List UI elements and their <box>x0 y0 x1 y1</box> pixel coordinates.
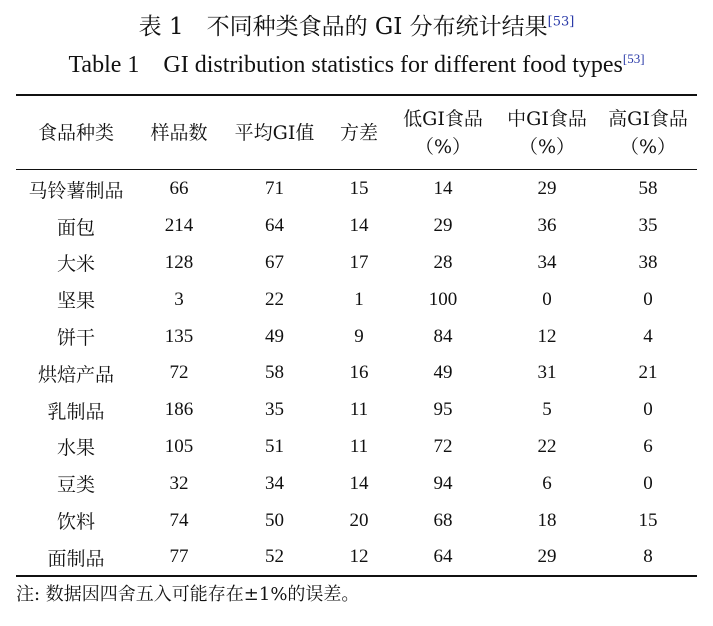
column-header-unit: （%） <box>518 135 576 158</box>
value-cell: 186 <box>164 399 194 421</box>
value-cell: 67 <box>265 251 284 273</box>
value-cell: 22 <box>265 288 284 310</box>
column-header-label: 方差 <box>339 121 378 144</box>
column-header-label: 高GI食品 <box>608 107 688 130</box>
column-header <box>391 96 495 169</box>
food-category-cell: 乳制品 <box>47 400 105 423</box>
value-cell: 105 <box>164 435 194 457</box>
column-header-unit: （%） <box>414 135 472 158</box>
table-body <box>16 169 697 576</box>
value-cell: 29 <box>537 546 557 568</box>
value-cell: 72 <box>433 435 453 457</box>
column-header <box>222 96 327 169</box>
value-cell: 34 <box>537 251 557 273</box>
value-cell: 35 <box>265 399 284 421</box>
value-cell: 77 <box>169 546 189 568</box>
value-cell: 38 <box>638 251 658 273</box>
value-cell: 58 <box>265 362 284 384</box>
value-cell: 51 <box>265 435 284 457</box>
value-cell: 8 <box>643 546 653 568</box>
value-cell: 6 <box>643 435 653 457</box>
value-cell: 1 <box>354 288 364 310</box>
value-cell: 14 <box>433 178 453 200</box>
value-cell: 214 <box>164 215 194 237</box>
value-cell: 29 <box>433 215 453 237</box>
value-cell: 74 <box>169 509 189 531</box>
table-row <box>16 208 697 245</box>
column-header-label: 样品数 <box>150 121 208 144</box>
value-cell: 11 <box>349 399 369 421</box>
value-cell: 84 <box>433 325 453 347</box>
value-cell: 52 <box>265 546 284 568</box>
column-header-label: 低GI食品 <box>403 107 483 130</box>
value-cell: 0 <box>643 472 653 494</box>
value-cell: 17 <box>349 251 369 273</box>
table-row <box>16 281 697 318</box>
citation-superscript[interactable]: [53] <box>622 51 645 66</box>
value-cell: 31 <box>537 362 557 384</box>
value-cell: 94 <box>433 472 453 494</box>
food-category-cell: 饮料 <box>56 511 95 534</box>
value-cell: 14 <box>349 472 369 494</box>
value-cell: 72 <box>169 362 189 384</box>
value-cell: 12 <box>349 546 369 568</box>
food-category-cell: 饼干 <box>56 327 95 350</box>
value-cell: 3 <box>174 288 184 310</box>
value-cell: 32 <box>169 472 189 494</box>
value-cell: 21 <box>638 362 658 384</box>
value-cell: 20 <box>349 509 369 531</box>
table-row <box>16 245 697 282</box>
table-row <box>16 355 697 392</box>
food-category-cell: 坚果 <box>56 290 95 313</box>
value-cell: 71 <box>265 178 284 200</box>
table-row <box>16 465 697 502</box>
food-category-cell: 大米 <box>56 253 95 276</box>
value-cell: 18 <box>537 509 557 531</box>
column-header-label: 食品种类 <box>37 121 114 144</box>
value-cell: 135 <box>164 325 194 347</box>
food-category-cell: 水果 <box>56 437 95 460</box>
column-header <box>136 96 222 169</box>
table-row <box>16 392 697 429</box>
column-header <box>599 96 697 169</box>
food-category-cell: 马铃薯制品 <box>28 179 124 202</box>
title-en-text: Table 1 GI distribution statistics for different food types <box>68 52 623 78</box>
food-category-cell: 豆类 <box>56 474 95 497</box>
table-row <box>16 429 697 466</box>
value-cell: 49 <box>265 325 284 347</box>
value-cell: 14 <box>349 215 369 237</box>
value-cell: 5 <box>542 399 552 421</box>
column-header <box>327 96 391 169</box>
value-cell: 12 <box>537 325 557 347</box>
value-cell: 6 <box>542 472 552 494</box>
table-title-chinese <box>0 12 713 42</box>
gi-statistics-table <box>16 96 697 576</box>
value-cell: 11 <box>349 435 369 457</box>
column-header <box>16 96 136 169</box>
value-cell: 66 <box>169 178 189 200</box>
table-row <box>16 502 697 539</box>
value-cell: 29 <box>537 178 557 200</box>
value-cell: 68 <box>433 509 453 531</box>
value-cell: 50 <box>265 509 284 531</box>
column-header-label: 中GI食品 <box>507 107 587 130</box>
food-category-cell: 烘焙产品 <box>37 363 114 386</box>
table-footnote: 注: 数据因四舍五入可能存在±1%的误差。 <box>16 584 360 605</box>
food-category-cell: 面制品 <box>47 547 105 570</box>
value-cell: 128 <box>164 251 194 273</box>
column-header-label: 平均GI值 <box>234 121 315 144</box>
table-row <box>16 169 697 208</box>
value-cell: 95 <box>433 399 453 421</box>
value-cell: 64 <box>265 215 284 237</box>
table-row <box>16 318 697 355</box>
value-cell: 28 <box>433 251 453 273</box>
value-cell: 58 <box>638 178 658 200</box>
value-cell: 15 <box>638 509 658 531</box>
title-cn-text: 表 1 不同种类食品的 GI 分布统计结果 <box>138 14 548 40</box>
table-title-english <box>0 50 713 80</box>
value-cell: 16 <box>349 362 369 384</box>
column-header <box>495 96 599 169</box>
value-cell: 22 <box>537 435 557 457</box>
table-row <box>16 539 697 576</box>
food-category-cell: 面包 <box>56 216 95 239</box>
value-cell: 15 <box>349 178 369 200</box>
value-cell: 0 <box>643 288 653 310</box>
value-cell: 100 <box>428 288 458 310</box>
citation-superscript[interactable]: [53] <box>547 14 575 30</box>
value-cell: 9 <box>354 325 364 347</box>
column-header-unit: （%） <box>619 135 677 158</box>
value-cell: 0 <box>542 288 552 310</box>
value-cell: 64 <box>433 546 453 568</box>
value-cell: 35 <box>638 215 658 237</box>
value-cell: 49 <box>433 362 453 384</box>
value-cell: 4 <box>643 325 653 347</box>
value-cell: 36 <box>537 215 557 237</box>
value-cell: 34 <box>265 472 284 494</box>
table-header-row <box>16 96 697 169</box>
value-cell: 0 <box>643 399 653 421</box>
